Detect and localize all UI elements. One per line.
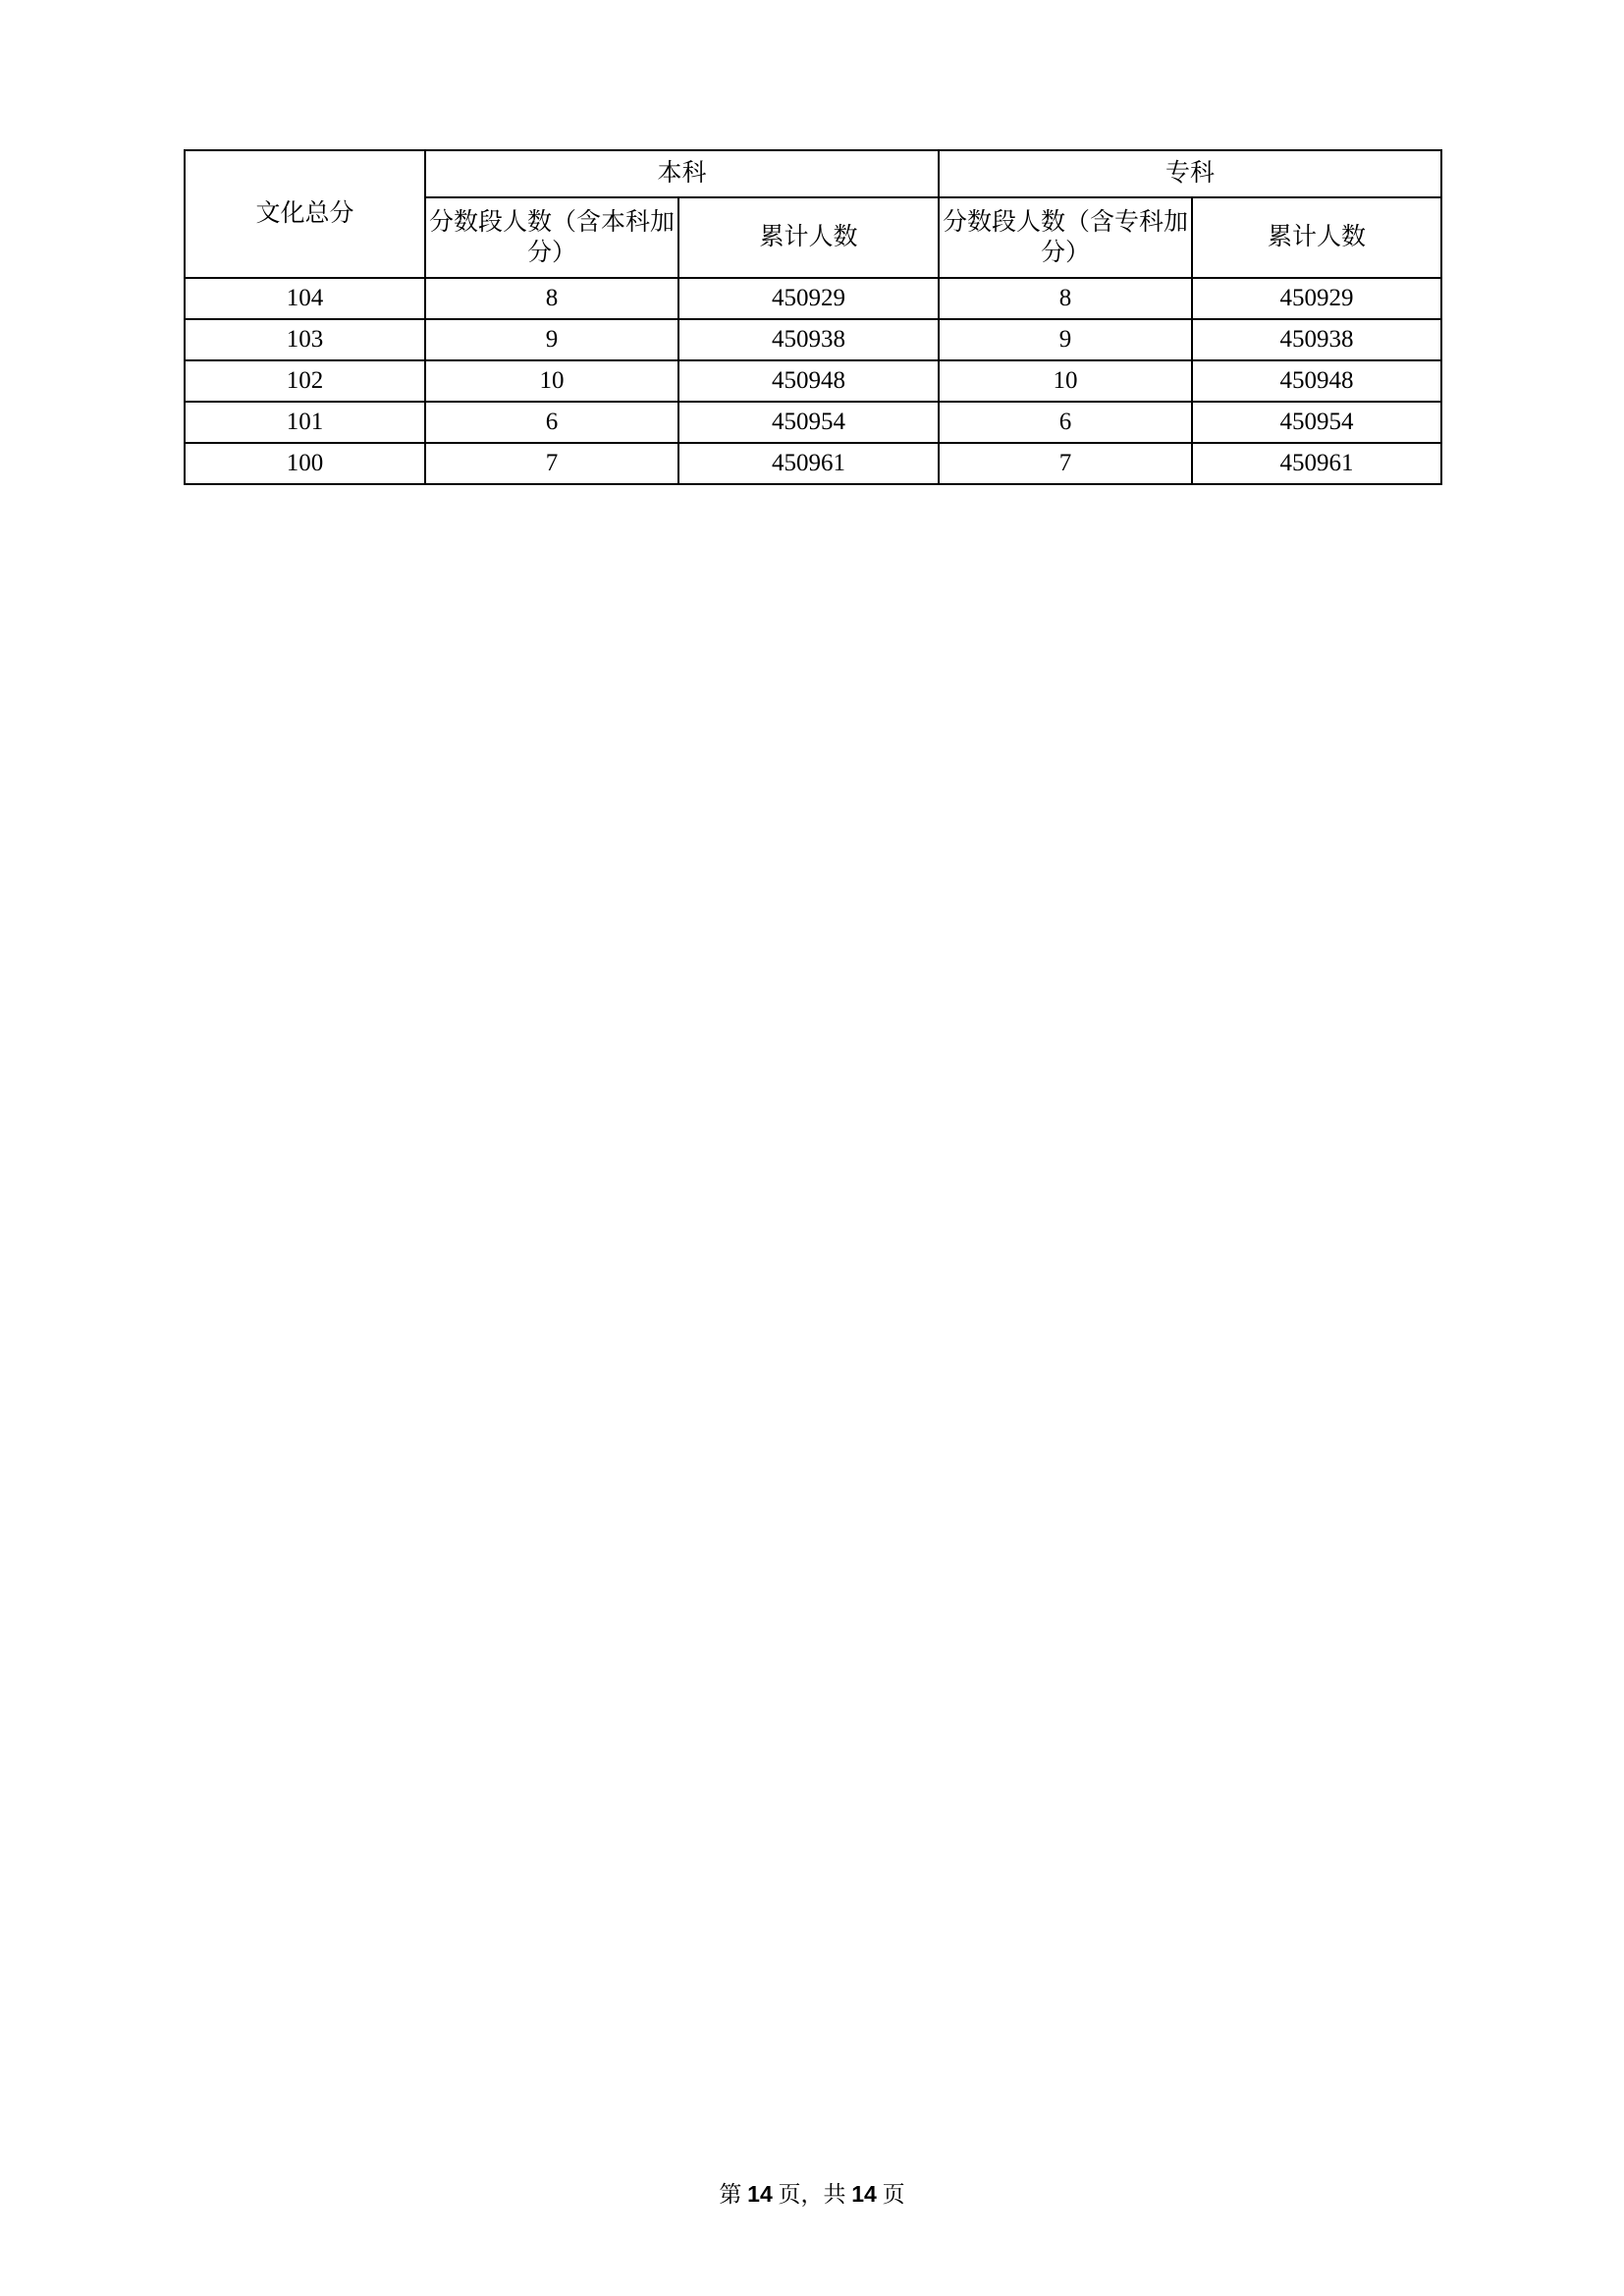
footer-prefix: 第 (719, 2182, 748, 2207)
cell-score: 102 (185, 360, 425, 402)
cell-junior-cumulative: 450938 (1192, 319, 1441, 360)
header-group-junior-college: 专科 (939, 150, 1441, 197)
footer-total-pages: 14 (851, 2181, 877, 2207)
table-body (185, 278, 1441, 484)
table-header (185, 150, 1441, 278)
table-row (185, 278, 1441, 319)
table-row (185, 360, 1441, 402)
cell-undergrad-cumulative: 450948 (678, 360, 939, 402)
cell-junior-cumulative: 450929 (1192, 278, 1441, 319)
footer-suffix: 页 (876, 2182, 905, 2207)
header-junior-segment-count: 分数段人数（含专科加分） (939, 197, 1192, 278)
cell-score: 101 (185, 402, 425, 443)
cell-undergrad-count: 10 (425, 360, 678, 402)
score-distribution-table-container (184, 149, 1440, 485)
header-junior-cumulative: 累计人数 (1192, 197, 1441, 278)
cell-undergrad-count: 9 (425, 319, 678, 360)
cell-junior-cumulative: 450954 (1192, 402, 1441, 443)
cell-score: 104 (185, 278, 425, 319)
header-total-score: 文化总分 (185, 150, 425, 278)
footer-current-page: 14 (747, 2181, 773, 2207)
cell-undergrad-cumulative: 450929 (678, 278, 939, 319)
cell-undergrad-count: 7 (425, 443, 678, 484)
header-undergrad-cumulative: 累计人数 (678, 197, 939, 278)
table-row (185, 319, 1441, 360)
cell-score: 100 (185, 443, 425, 484)
cell-undergrad-count: 6 (425, 402, 678, 443)
page-footer (0, 2176, 1624, 2209)
cell-junior-count: 7 (939, 443, 1192, 484)
cell-junior-count: 8 (939, 278, 1192, 319)
table-row (185, 402, 1441, 443)
cell-junior-cumulative: 450948 (1192, 360, 1441, 402)
footer-middle: 页，共 (772, 2182, 852, 2207)
cell-undergrad-cumulative: 450954 (678, 402, 939, 443)
cell-score: 103 (185, 319, 425, 360)
cell-undergrad-count: 8 (425, 278, 678, 319)
cell-undergrad-cumulative: 450961 (678, 443, 939, 484)
cell-junior-count: 6 (939, 402, 1192, 443)
table-row (185, 443, 1441, 484)
header-group-undergraduate: 本科 (425, 150, 939, 197)
cell-junior-cumulative: 450961 (1192, 443, 1441, 484)
score-distribution-table (184, 149, 1442, 485)
cell-undergrad-cumulative: 450938 (678, 319, 939, 360)
cell-junior-count: 9 (939, 319, 1192, 360)
header-undergrad-segment-count: 分数段人数（含本科加分） (425, 197, 678, 278)
table-header-row-groups (185, 150, 1441, 197)
cell-junior-count: 10 (939, 360, 1192, 402)
